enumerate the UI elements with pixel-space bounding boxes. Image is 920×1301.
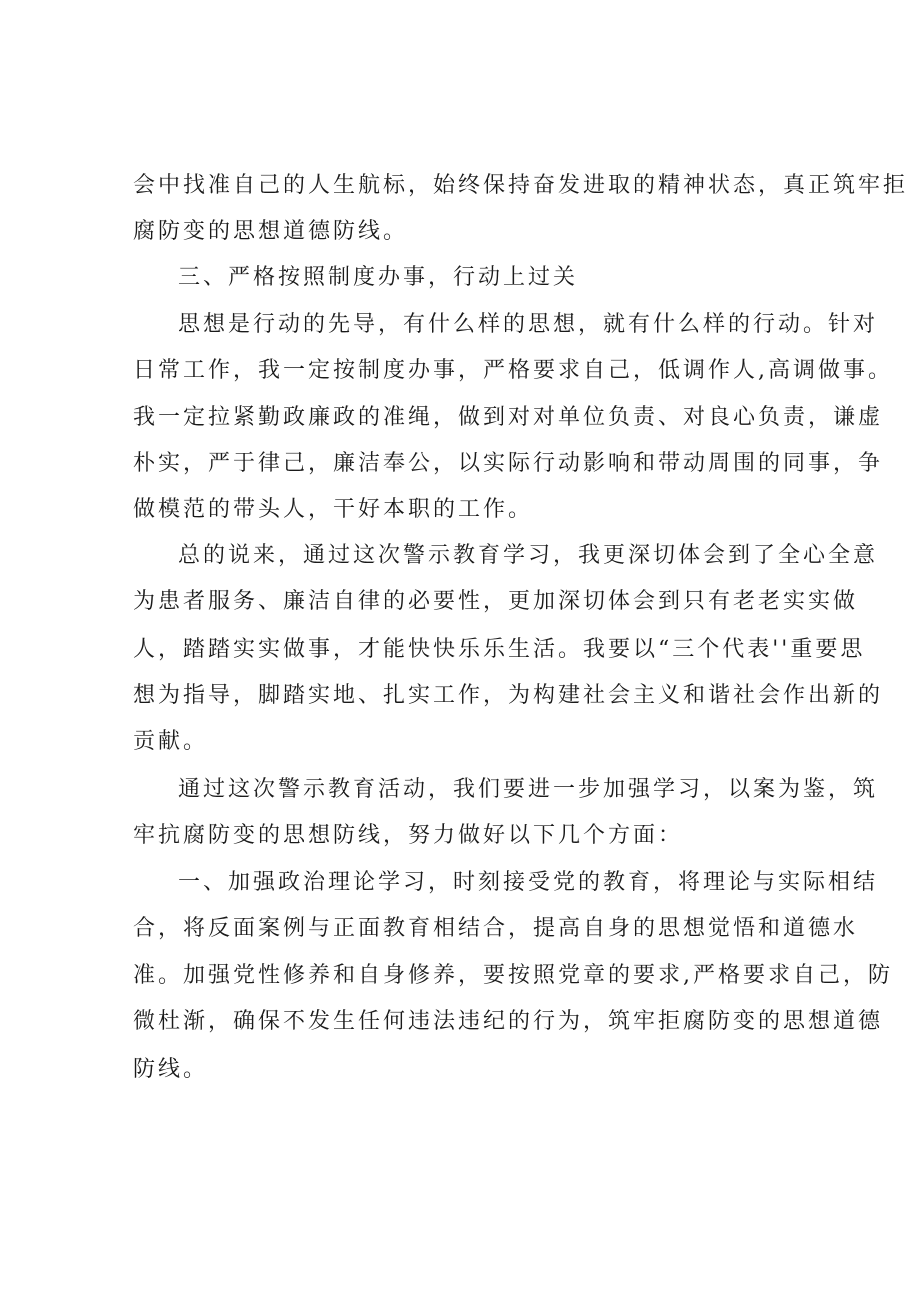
text-line: 我一定拉紧勤政廉政的准绳，做到对对单位负责、对良心负责，谦虚 <box>133 405 884 430</box>
text-line: 为患者服务、廉洁自律的必要性，更加深切体会到只有老老实实做 <box>133 589 859 614</box>
text-line: 通过这次警示教育活动，我们要进一步加强学习，以案为鉴，筑 <box>178 777 879 802</box>
text-line: 牢抗腐防变的思想防线，努力做好以下几个方面： <box>133 823 684 848</box>
text-line: 日常工作，我一定按制度办事，严格要求自己，低调作人,高调做事。 <box>133 358 893 383</box>
text-line: 腐防变的思想道德防线。 <box>133 219 409 244</box>
text-line: 会中找准自己的人生航标，始终保持奋发进取的精神状态，真正筑牢拒 <box>133 173 909 198</box>
text-line: 人，踏踏实实做事，才能快快乐乐生活。我要以“三个代表''重要思 <box>133 637 866 662</box>
text-line: 防线。 <box>133 1057 209 1082</box>
text-line: 微杜渐，确保不发生任何违法违纪的行为，筑牢拒腐防变的思想道德 <box>133 1009 884 1034</box>
section-heading: 三、严格按照制度办事，行动上过关 <box>178 265 579 290</box>
text-line: 一、加强政治理论学习，时刻接受党的教育，将理论与实际相结 <box>178 870 879 895</box>
text-line: 想为指导，脚踏实地、扎实工作，为构建社会主义和谐社会作出新的 <box>133 683 884 708</box>
text-line: 准。加强党性修养和自身修养，要按照党章的要求,严格要求自己，防 <box>133 963 893 988</box>
text-line: 合，将反面案例与正面教育相结合，提高自身的思想觉悟和道德水 <box>133 916 859 941</box>
text-line: 做模范的带头人，干好本职的工作。 <box>133 497 534 522</box>
text-line: 贡献。 <box>133 729 209 754</box>
text-line: 总的说来，通过这次警示教育学习，我更深切体会到了全心全意 <box>178 543 879 568</box>
text-line: 朴实，严于律己，廉洁奉公，以实际行动影响和带动周围的同事，争 <box>133 451 884 476</box>
text-line: 思想是行动的先导，有什么样的思想，就有什么样的行动。针对 <box>178 312 879 337</box>
